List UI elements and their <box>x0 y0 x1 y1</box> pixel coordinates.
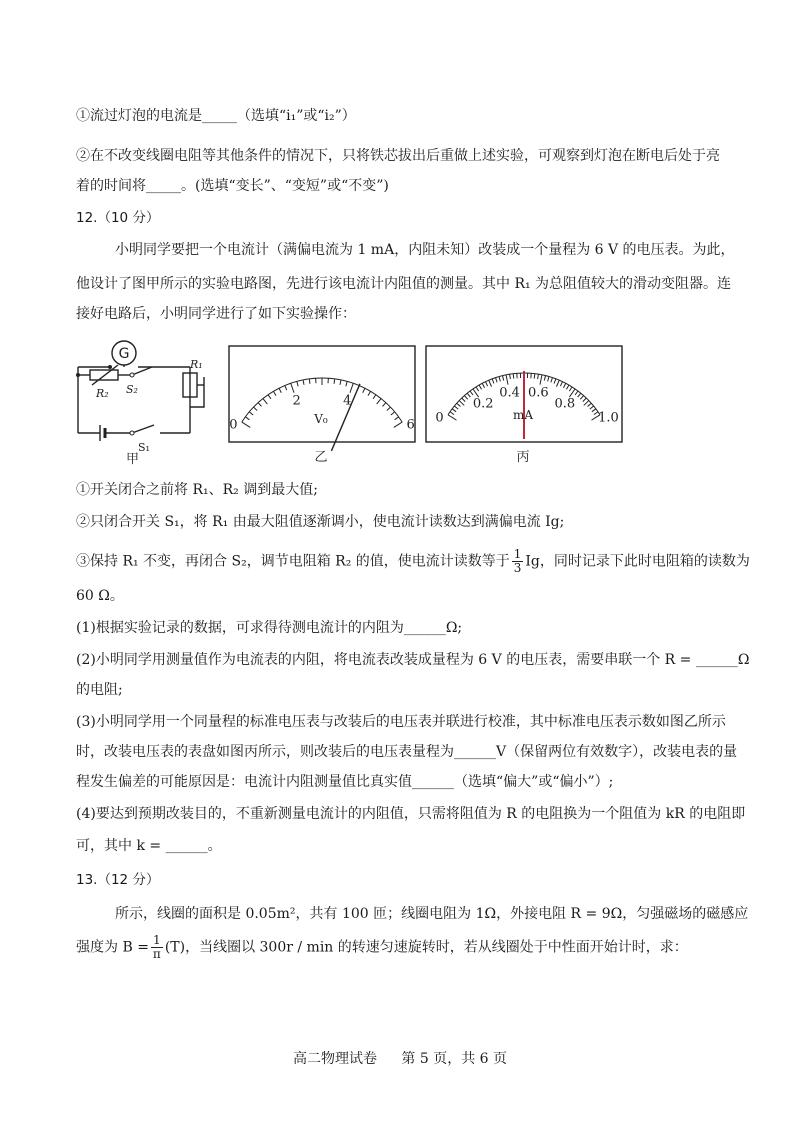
q12-step3 <box>76 548 750 575</box>
bing-tick-label: 1.0 <box>598 410 619 426</box>
yi-tick-label: 2 <box>292 393 301 409</box>
q12-intro-line2: 他设计了图甲所示的实验电路图，先进行该电流计内阻值的测量。其中 R₁ 为总阻值较大的滑动变阻器。连 <box>76 276 732 292</box>
bing-tick-label: 0.6 <box>528 385 549 401</box>
q12-sub3-line1: (3)小明同学用一个同量程的标准电压表与改装后的电压表并联进行校准，其中标准电压表示数如图乙所示 <box>76 714 726 730</box>
footer-page-number: 第 5 页，共 6 页 <box>401 1051 508 1067</box>
q12-step3-text-b: Ig，同时记录下此时电阻箱的读数为 <box>525 553 750 570</box>
fraction-one-over-pi: $\frac{1}{\pi}$ <box>152 933 161 961</box>
q13-header: 13.（12 分） <box>76 872 160 888</box>
page-footer <box>0 1048 800 1068</box>
bing-tick-label: 0.2 <box>472 396 494 412</box>
milliammeter-dial-bing <box>425 345 625 465</box>
s2-label: S₂ <box>126 383 138 396</box>
circuit-diagram-jia <box>70 335 220 465</box>
bing-tick-label: 0.4 <box>499 385 520 401</box>
q12-sub1: (1)根据实验记录的数据，可求得待测电流计的内阻为______Ω; <box>76 620 463 636</box>
yi-tick-label: 4 <box>343 393 352 409</box>
q12-sub2-line1: (2)小明同学用测量值作为电流表的内阻，将电流表改装成量程为 6 V 的电压表，需要串联一个 R = ______Ω <box>76 652 750 668</box>
bing-minor-tick <box>513 374 514 379</box>
q13-line2-text-b: (T)，当线圈以 300r / min 的转速匀速旋转时，若从线圈处于中性面开始计时，求： <box>164 939 688 956</box>
voltmeter-dial-yi <box>228 345 418 465</box>
yi-minor-tick <box>334 379 335 384</box>
q12-sub4-line1: (4)要达到预期改装目的，不重新测量电流计的内阻值，只需将阻值为 R 的电阻换为一个阻值为 kR 的电阻即 <box>76 806 746 822</box>
q12-step1: ①开关闭合之前将 R₁、R₂ 调到最大值; <box>76 482 318 498</box>
yi-tick-label: 0 <box>229 417 238 433</box>
q12-sub4-line2: 可，其中 k = ______。 <box>76 838 222 854</box>
q13-line2-text-a: 强度为 B = <box>76 939 149 956</box>
voltmeter-unit: V₀ <box>314 412 328 426</box>
s1-label: S₁ <box>138 441 150 454</box>
q12-step3-line2: 60 Ω。 <box>76 588 124 604</box>
fraction-one-third: $\frac{1}{3}$ <box>513 547 522 575</box>
q11-item1: ①流过灯泡的电流是_____（选填“i₁”或“i₂”） <box>76 108 356 124</box>
g-label: G <box>118 346 130 362</box>
q11-item2-line1: ②在不改变线圈电阻等其他条件的情况下，只将铁芯拔出后重做上述实验，可观察到灯泡在断电后处于亮 <box>76 148 720 164</box>
yi-tick-label: 6 <box>406 417 415 433</box>
q12-sub2-line2: 的电阻; <box>76 682 123 698</box>
footer-subject: 高二物理试卷 <box>292 1051 377 1067</box>
q12-step2: ②只闭合开关 S₁，将 R₁ 由最大阻值逐渐调小，使电流计读数达到满偏电流 Ig; <box>76 514 565 530</box>
figure-caption-bing: 丙 <box>516 450 530 465</box>
bing-tick-label: 0.8 <box>554 396 576 412</box>
q12-sub3-line2: 时，改装电压表的表盘如图丙所示，则改装后的电压表量程为______V（保留两位有效数字），改装电表的量 <box>76 744 738 760</box>
milliammeter-unit: mA <box>512 408 534 422</box>
bing-tick-label: 0 <box>435 410 444 426</box>
q13-line2 <box>76 934 688 961</box>
r1-label: R₁ <box>190 358 203 371</box>
r2-label: R₂ <box>96 387 109 400</box>
q12-step3-text-a: ③保持 R₁ 不变，再闭合 S₂，调节电阻箱 R₂ 的值，使电流计读数等于 <box>76 553 510 570</box>
q12-sub3-line3: 程发生偏差的可能原因是：电流计内阻测量值比真实值______（选填“偏大”或“偏小”）; <box>76 774 614 790</box>
q11-item2-line2: 着的时间将_____。(选填“变长”、“变短”或“不变”) <box>76 178 389 194</box>
q12-intro-line3: 接好电路后，小明同学进行了如下实验操作： <box>76 306 356 322</box>
bing-minor-tick <box>534 374 535 379</box>
q13-line1: 所示，线圈的面积是 0.05m²，共有 100 匝；线圈电阻为 1Ω，外接电阻 R = 9Ω，匀强磁场的磁感应 <box>115 906 749 922</box>
yi-minor-tick <box>309 379 310 384</box>
figure-caption-yi: 乙 <box>314 450 328 465</box>
figure-caption-jia: 甲 <box>126 452 140 465</box>
q12-header: 12.（10 分） <box>76 210 160 226</box>
q12-intro-line1: 小明同学要把一个电流计（满偏电流为 1 mA，内阻未知）改装成一个量程为 6 V 的电压表。为此， <box>115 242 735 258</box>
